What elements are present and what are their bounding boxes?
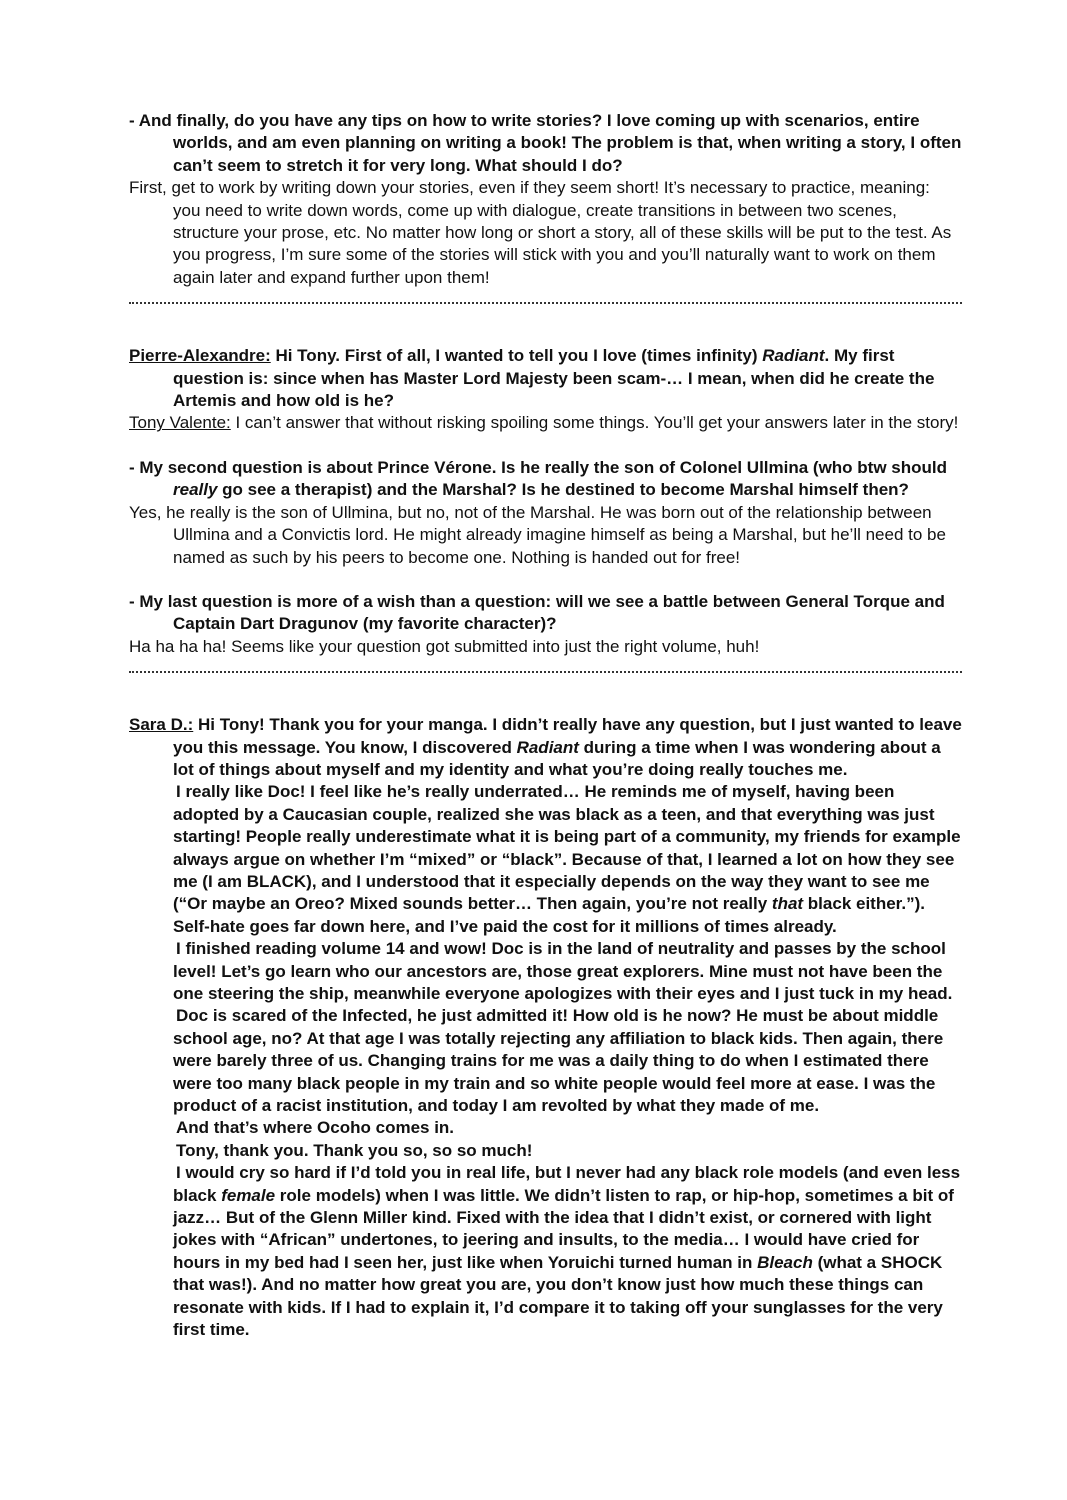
letter-paragraph: Tony, thank you. Thank you so, so so much! [176,1140,533,1160]
title-italic: Radiant [762,346,825,366]
letter-paragraph: Doc is scared of the Infected, he just admitted it! How old is he now? He must be about middle school age, no? At that age I was totally rejecting any affiliation to black kids. Then again, there were barely three of us. Changing trains for me was a daily thing to do when I estimated there were too many black people in my train and so white people would feel more at ease. I was the product of a racist institution, and today I am revolted by what they made of me. [173,1006,944,1116]
emphasis-italic: that [771,894,804,914]
question-text: - My second question is about Prince Vérone. Is he really the son of Colonel Ullmina (who btw should [129,457,947,477]
question-pierre-1 [129,345,962,412]
question-text: . My first question is: since when has Master Lord Majesty been scam-… I mean, when did he create the Artemis and how old is he? [173,346,935,411]
emphasis-italic: female [221,1185,276,1205]
letter-paragraph: I really like Doc! I feel like he’s really underrated… He reminds me of myself, having been adopted by a Caucasian couple, realized she was black as a teen, and that everything was just starting! People really underestimate what it is being part of a community, my friends for example always argue on whether I’m “mixed” or “black”. Because of that, I learned a lot on how they see me (I am BLACK), and I understood that it especially depends on the way they want to see me (“Or maybe an Oreo? Mixed sounds better… Then again, you’re not really that black either.”). Self-hate goes far down here, and I’ve paid the cost for it millions of times already. [173,782,961,936]
letter-paragraph: And that’s where Ocoho comes in. [176,1118,455,1138]
answer-text: I can’t answer that without risking spoiling some things. You’ll get your answers later in the story! [230,413,959,433]
answer-pierre-1 [129,412,962,434]
question-pierre-3: - My last question is more of a wish than a question: will we see a battle between General Torque and Captain Dart Dragunov (my favorite character)? [129,591,945,634]
question-text: Hi Tony. First of all, I wanted to tell you I love (times infinity) [270,346,763,366]
title-italic: Bleach [757,1252,813,1272]
answer-writing-tips: First, get to work by writing down your stories, even if they seem short! It’s necessary to practice, meaning: you need to write down words, come up with dialogue, create transitions in between two scenes, structure your prose, etc. No matter how long or short a story, all of these skills will be put to the test. As you progress, I’m sure some of the stories will stick with you and you’ll naturally want to work on them again later and expand further upon them! [129,178,952,287]
answer-pierre-3: Ha ha ha ha! Seems like your question got submitted into just the right volume, huh! [129,636,760,656]
responder-name: Tony Valente: [129,413,231,433]
letter-paragraph: Sara D.: Hi Tony! Thank you for your manga. I didn’t really have any question, but I just wanted to leave you this message. You know, I discovered Radiant during a time when I was wondering about a lot of things about myself and my identity and what you’re doing really touches me. [129,715,962,779]
title-italic: Radiant [516,737,579,757]
asker-name: Pierre-Alexandre: [129,346,271,366]
letters-page [129,110,962,1342]
question-writing-tips: - And finally, do you have any tips on how to write stories? I love coming up with scenarios, entire worlds, and am even planning on writing a book! The problem is that, when writing a story, I often can’t seem to stretch it for very long. What should I do? [129,111,962,175]
letter-paragraph: I would cry so hard if I’d told you in real life, but I never had any black role models (and even less black female role models) when I was little. We didn’t listen to rap, or hip-hop, sometimes a bit of jazz… But of the Glenn Miller kind. Fixed with the idea that I didn’t exist, or cornered with light jokes with “African” undertones, to jeering and insults, to the media… I would have cried for hours in my bed had I seen her, just like when Yoruichi turned human in Bleach (what a SHOCK that was!). And no matter how great you are, you don’t know just how much these things can resonate with kids. If I had to explain it, I’d compare it to taking off your sunglasses for the very first time. [173,1163,961,1340]
asker-name: Sara D.: [129,715,194,735]
letter-paragraph: I finished reading volume 14 and wow! Doc is in the land of neutrality and passes by the school level! Let’s go learn who our ancestors are, those great explorers. Mine must not have been the one steering the ship, meanwhile everyone apologizes with their eyes and I just tuck in my head. [173,939,953,1003]
answer-pierre-2: Yes, he really is the son of Ullmina, but no, not of the Marshal. He was born out of the relationship between Ullmina and a Convictis lord. He might already imagine himself as being a Marshal, but he’ll need to be named as such by his peers to become one. Nothing is handed out for free! [129,502,946,567]
question-pierre-2 [129,457,962,502]
dotted-divider [129,302,962,304]
letter-sara [129,714,962,1341]
dotted-divider [129,671,962,673]
emphasis-italic: really [173,480,218,500]
question-text: go see a therapist) and the Marshal? Is he destined to become Marshal himself then? [217,480,909,500]
